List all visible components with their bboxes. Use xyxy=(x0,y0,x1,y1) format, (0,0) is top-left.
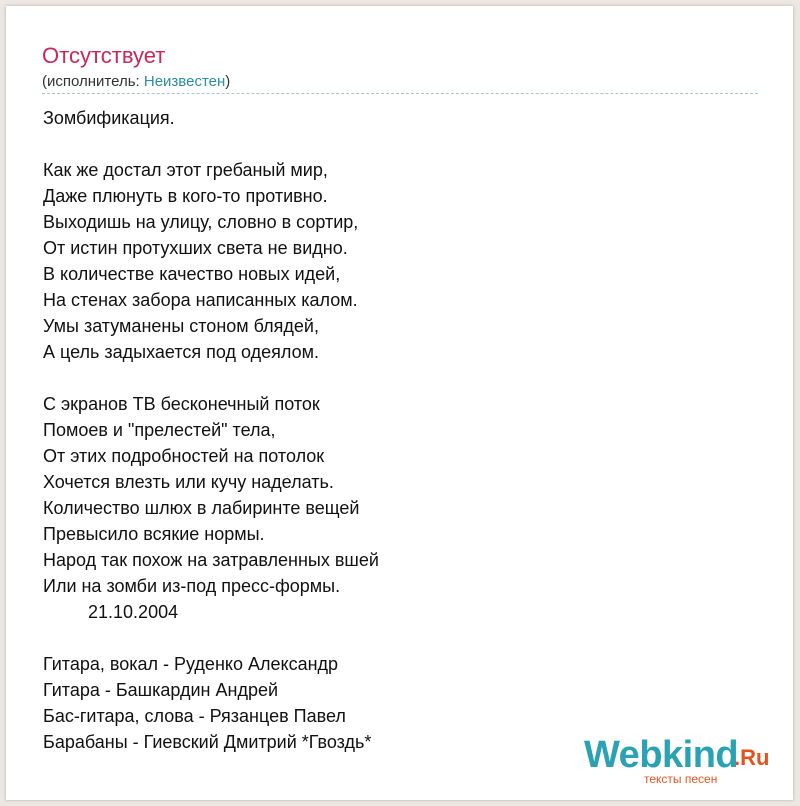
artist-link[interactable]: Неизвестен xyxy=(143,73,226,90)
lyrics-text: Зомбификация. Как же достал этот гребаный мир, Даже плюнуть в кого-то противно. Выходишь на улицу, словно в сортир, От истин протухших света не видно. В количестве качество новых идей, На стенах забора написанных калом. Умы затуманены стоном блядей, А цель задыхается под одеялом. С экранов ТВ бесконечный поток Помоев и "прелестей" тела, От этих подробностей на потолок Хочется влезть или кучу наделать. Количество шлюх в лабиринте вещей Превысило всякие нормы. Народ так похож на затравленных вшей Или на зомби из-под пресс-формы. 21.10.2004 Гитара, вокал - Руденко Александр Гитара - Башкардин Андрей Бас-гитара, слова - Рязанцев Павел Барабаны - Гиевский Дмитрий *Гвоздь* xyxy=(43,108,379,752)
artist-line xyxy=(42,72,230,92)
site-logo[interactable] xyxy=(584,733,784,793)
song-title: Отсутствует xyxy=(42,43,166,68)
artist-prefix: (исполнитель: xyxy=(42,73,144,90)
dashed-separator xyxy=(42,93,758,94)
page-card xyxy=(6,6,793,800)
logo-domain: .Ru xyxy=(734,745,770,770)
logo-subtitle: тексты песен xyxy=(644,772,718,786)
artist-suffix: ) xyxy=(225,73,231,90)
logo-wordmark: Webkind xyxy=(584,734,739,776)
